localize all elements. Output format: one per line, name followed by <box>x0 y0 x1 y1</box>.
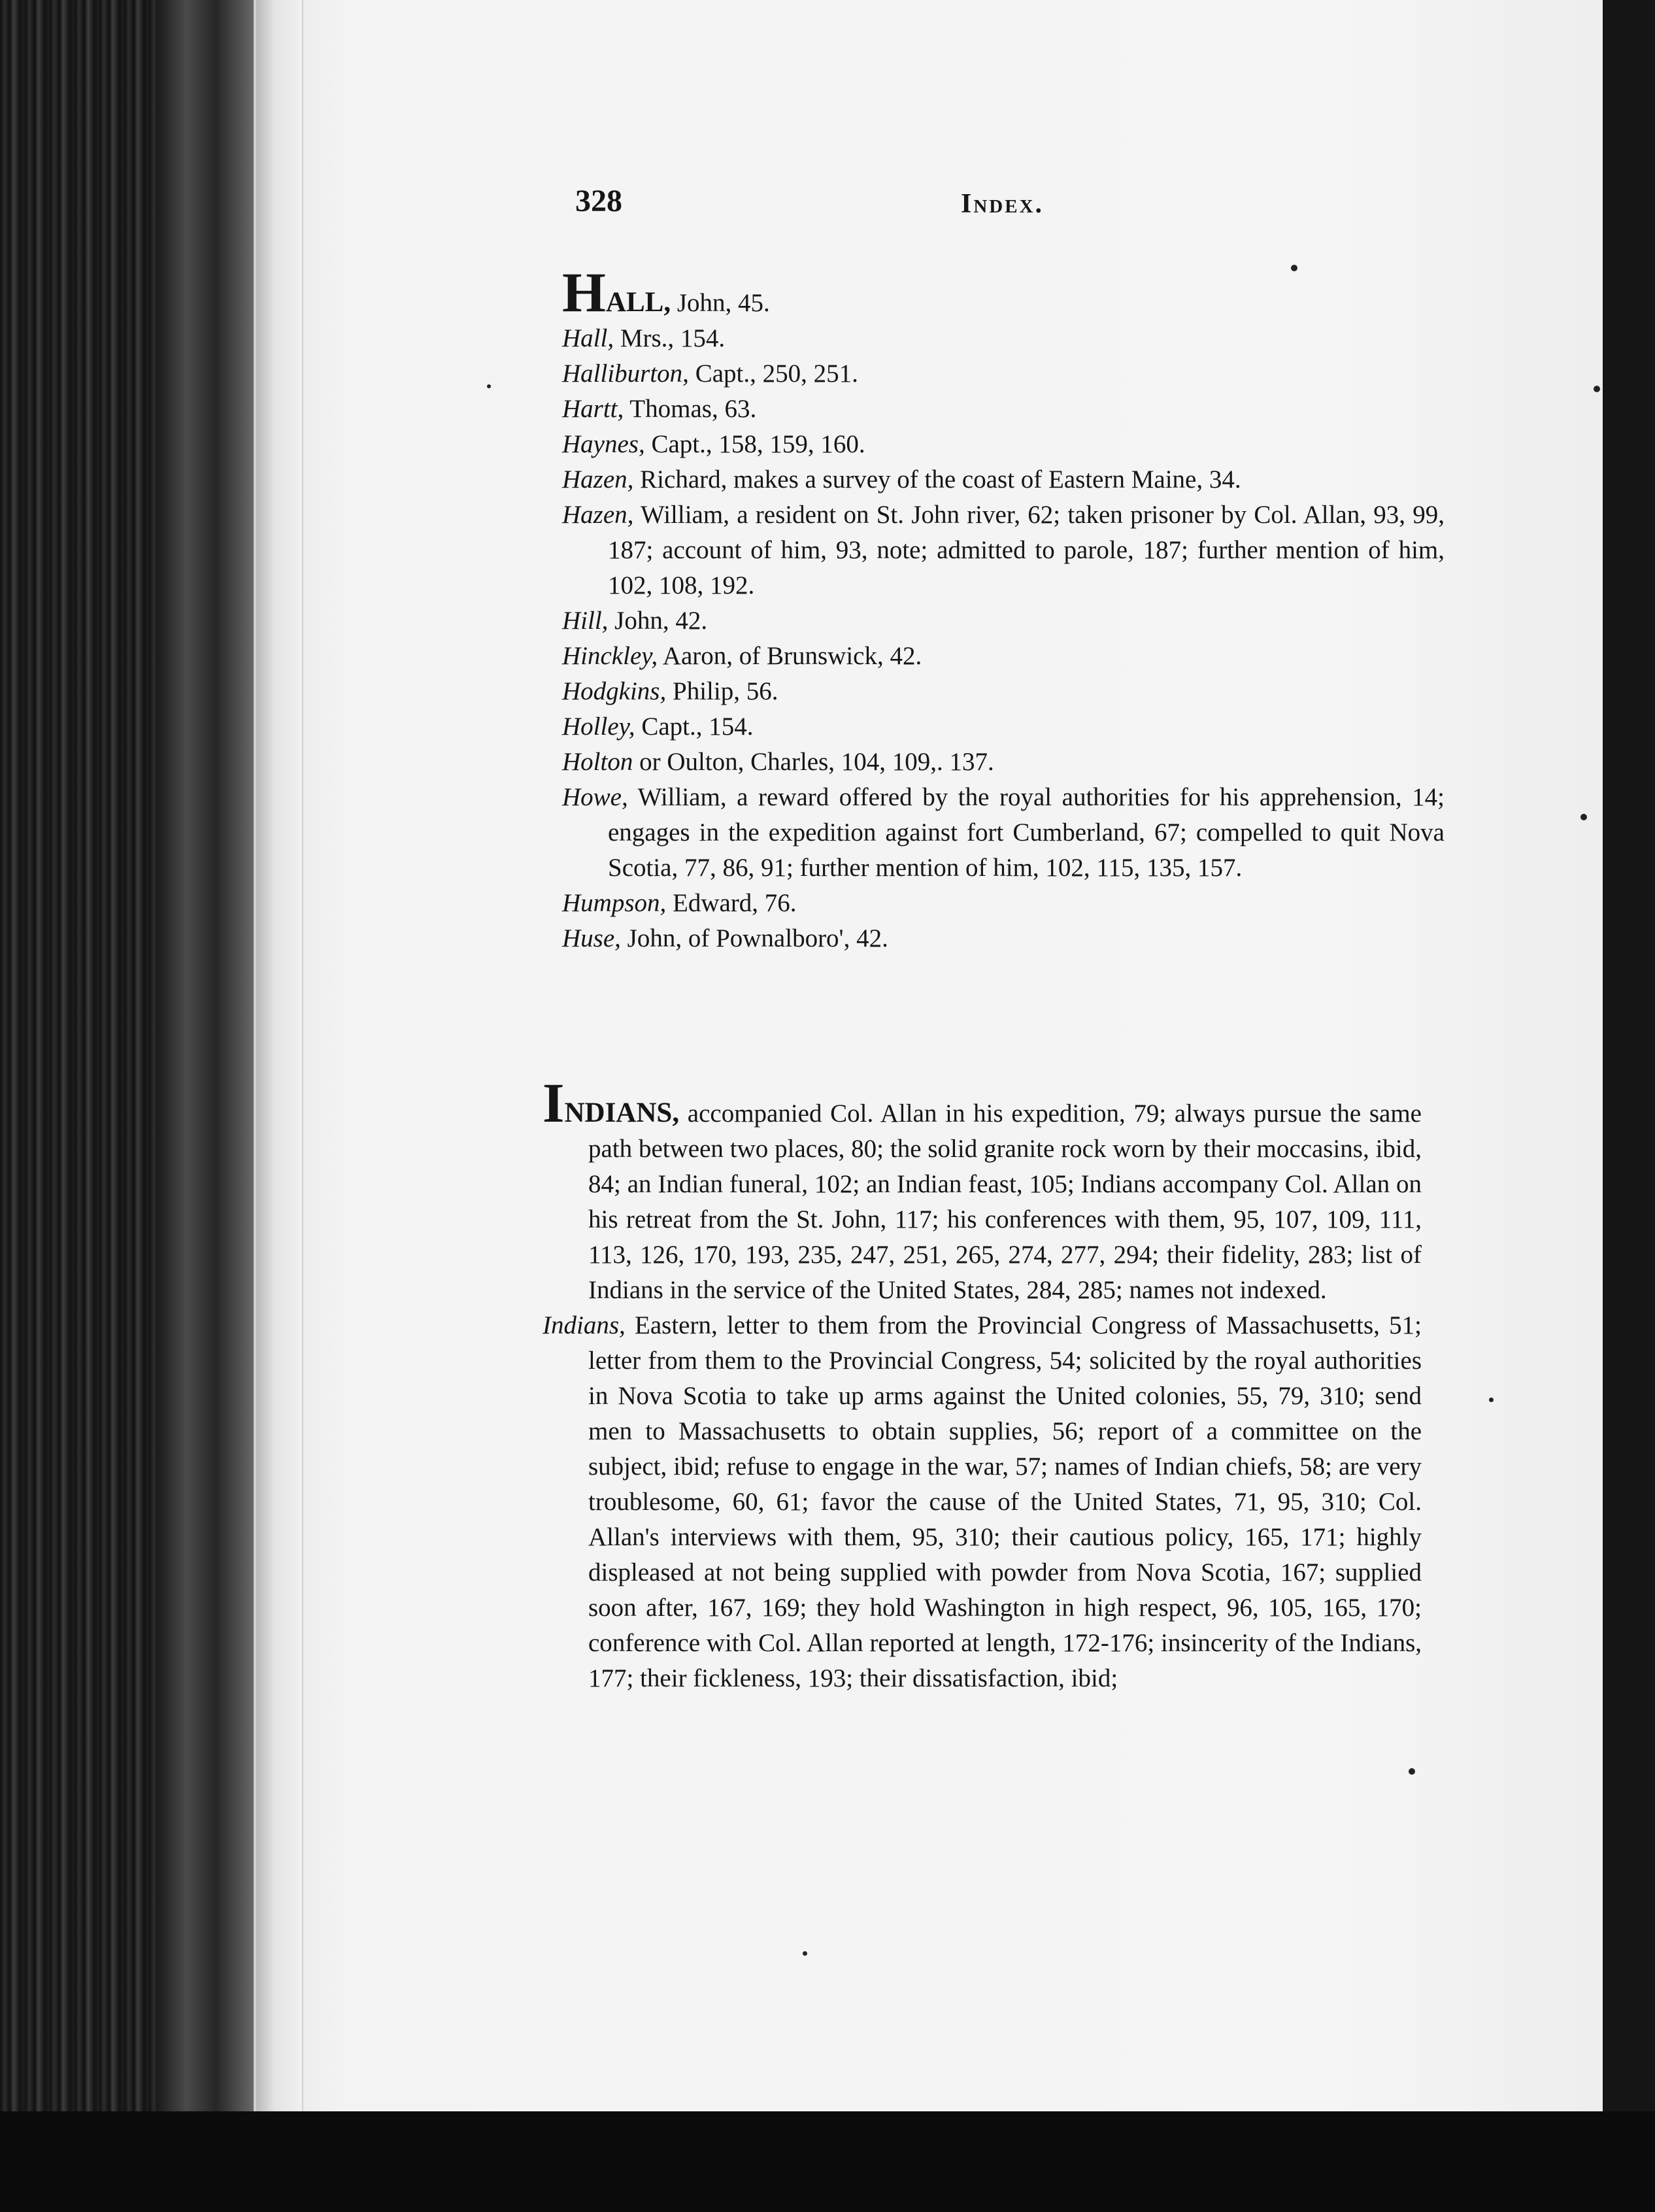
entry-heading: Haynes, <box>562 430 645 458</box>
index-entry <box>562 674 1445 709</box>
entry-heading: Hinckley, <box>562 642 658 670</box>
page-number: 328 <box>575 184 622 218</box>
scan-speck <box>1594 386 1600 392</box>
index-entry <box>562 921 1445 956</box>
book-bottom-edge <box>0 2111 1655 2212</box>
entry-text: John, 45. <box>671 289 770 317</box>
index-entry <box>562 392 1445 427</box>
index-entry <box>543 1308 1422 1696</box>
entry-text: Mrs., 154. <box>614 324 726 352</box>
index-entry <box>562 603 1445 639</box>
entry-heading: Indians, <box>543 1311 626 1339</box>
index-entry <box>562 261 1445 324</box>
entry-heading: Hazen, <box>562 465 634 494</box>
book-binding <box>157 0 255 2212</box>
entry-text: Capt., 158, 159, 160. <box>644 430 865 458</box>
entry-heading: NDIANS, <box>564 1098 680 1128</box>
entry-heading: Huse, <box>562 924 621 952</box>
entry-heading: Holton <box>562 748 633 776</box>
scan-speck <box>1291 265 1297 271</box>
entry-text: Aaron, of Brunswick, 42. <box>658 642 922 670</box>
entry-heading: Hartt, <box>562 395 624 423</box>
scan-speck <box>1409 1768 1415 1775</box>
scan-speck <box>1489 1398 1494 1402</box>
index-entry <box>562 356 1445 392</box>
entry-heading: Hodgkins, <box>562 677 667 705</box>
running-head: Index. <box>961 189 1045 219</box>
index-entry <box>562 321 1445 356</box>
entry-text: Richard, makes a survey of the coast of Eastern Maine, 34. <box>633 465 1241 494</box>
index-entry <box>562 427 1445 462</box>
drop-initial: H <box>562 261 606 324</box>
entry-heading: Humpson, <box>562 889 667 917</box>
entry-heading: Halliburton, <box>562 360 689 388</box>
entry-text: Edward, 76. <box>666 889 797 917</box>
entry-text: Capt., 154. <box>635 712 754 741</box>
entry-heading: Howe, <box>562 783 628 811</box>
scan-speck <box>487 384 491 388</box>
entry-text: Eastern, letter to them from the Provincial Congress of Massachusetts, 51; letter from them to the Provincial Congress, 54; solicited by the royal authorities in Nova Scotia to take up arms against the United colonies, 55, 79, 310; send men to Massachusetts to obtain supplies, 56; report of a committee on the subject, ibid; refuse to engage in the war, 57; names of Indian chiefs, 58; are very troublesome, 60, 61; favor the cause of the United States, 71, 95, 310; Col. Allan's interviews with them, 95, 310; their cautious policy, 165, 171; highly displeased at not being supplied with powder from Nova Scotia, 167; supplied soon after, 167, 169; they hold Washington in high respect, 96, 105, 165, 170; conference with Col. Allan reported at length, 172-176; insincerity of the Indians, 177; their fickleness, 193; their dissatisfaction, ibid; <box>588 1311 1422 1692</box>
index-entry <box>543 1071 1422 1308</box>
entry-heading: Hazen, <box>562 501 634 529</box>
drop-initial: I <box>543 1071 565 1134</box>
entry-heading: Hill, <box>562 607 609 635</box>
page-header <box>575 183 1477 235</box>
entry-text: William, a resident on St. John river, 62; taken prisoner by Col. Allan, 93, 99, 187; account of him, 93, note; admitted to parole, 187; further mention of him, 102, 108, 192. <box>608 501 1445 599</box>
index-entry <box>562 462 1445 497</box>
entry-text: or Oulton, Charles, 104, 109,. 137. <box>633 748 994 776</box>
entry-text: Capt., 250, 251. <box>688 360 858 388</box>
page-right-shadow <box>1603 0 1655 2212</box>
entry-heading: Holley, <box>562 712 635 741</box>
entry-heading: Hall, <box>562 324 614 352</box>
scan-speck <box>1580 814 1587 820</box>
entry-text: accompanied Col. Allan in his expedition, 79; always pursue the same path between two places, 80; the solid granite rock worn by their moccasins, ibid, 84; an Indian funeral, 102; an Indian feast, 105; Indians accompany Col. Allan on his retreat from the St. John, 117; his conferences with them, 95, 107, 109, 111, 113, 126, 170, 193, 235, 247, 251, 265, 274, 277, 294; their fidelity, 283; list of Indians in the service of the United States, 284, 285; names not indexed. <box>588 1099 1422 1304</box>
entry-text: Thomas, 63. <box>624 395 757 423</box>
index-entry <box>562 639 1445 674</box>
entry-text: John, of Pownalboro', 42. <box>620 924 888 952</box>
index-entry <box>562 709 1445 745</box>
entry-text: Philip, 56. <box>666 677 778 705</box>
index-section-i <box>543 1071 1422 1696</box>
entry-text: William, a reward offered by the royal authorities for his apprehension, 14; engages in the expedition against fort Cumberland, 67; compelled to quit Nova Scotia, 77, 86, 91; further mention of him, 102, 115, 135, 157. <box>608 783 1445 882</box>
scan-speck <box>803 1951 807 1956</box>
index-entry <box>562 886 1445 921</box>
index-entry <box>562 780 1445 886</box>
index-section-h <box>562 261 1445 956</box>
entry-text: John, 42. <box>608 607 708 635</box>
entry-heading: ALL, <box>605 287 671 318</box>
index-entry <box>562 497 1445 603</box>
page-inner-margin <box>256 0 303 2131</box>
index-entry <box>562 745 1445 780</box>
